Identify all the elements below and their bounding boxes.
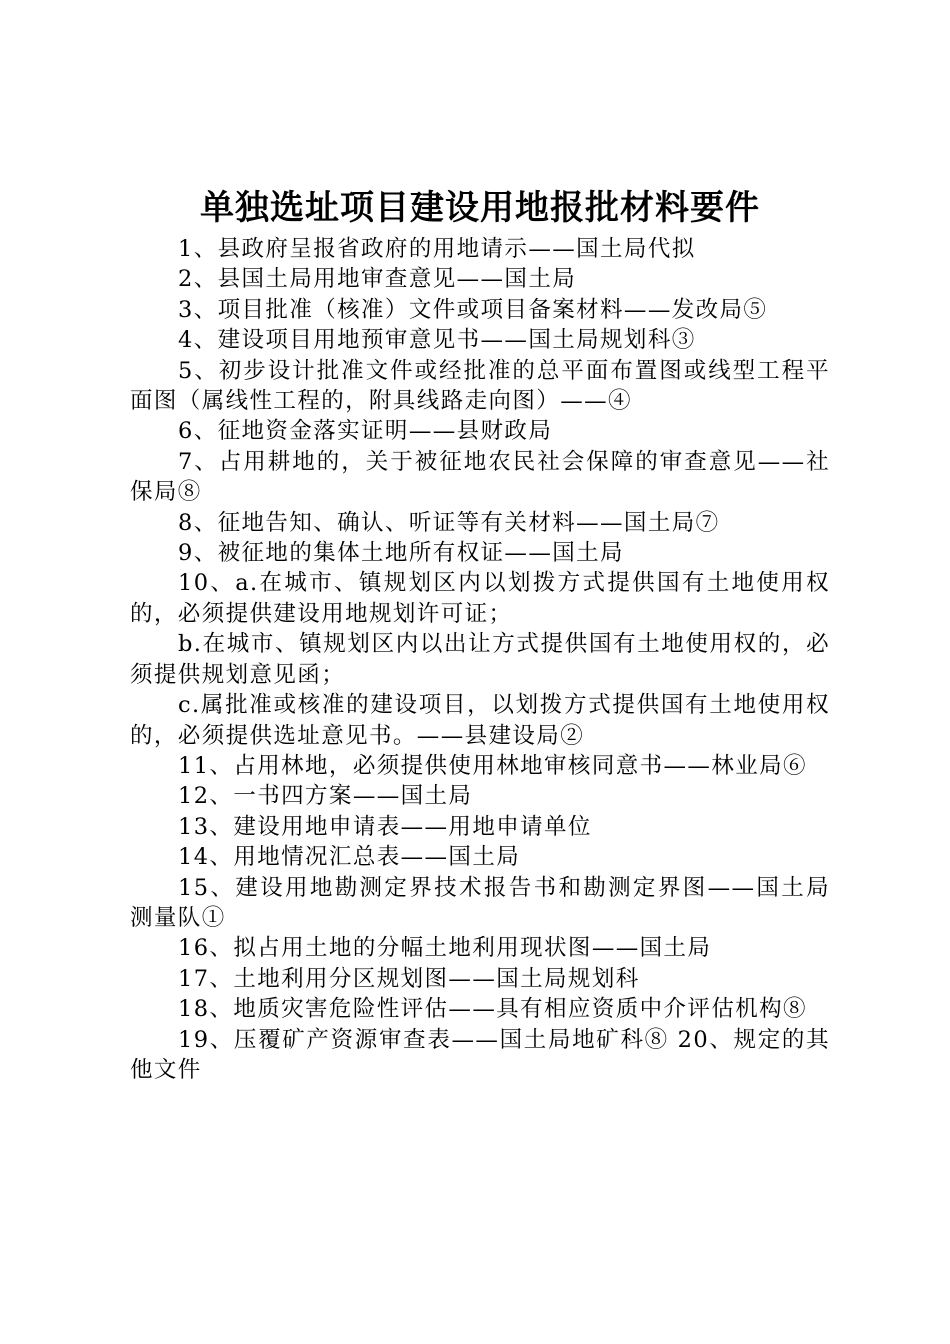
- document-body: [130, 234, 830, 1085]
- list-item: 18、地质灾害危险性评估——具有相应资质中介评估机构⑧: [178, 996, 807, 1023]
- list-item: 2、县国土局用地审查意见——国土局: [178, 266, 577, 293]
- list-item: 17、土地利用分区规划图——国土局规划科: [178, 965, 640, 992]
- list-item: c.属批准或核准的建设项目，以划拨方式提供国有土地使用权的，必须提供选址意见书。——县建设局②: [130, 692, 830, 749]
- list-item: 6、征地资金落实证明——县财政局: [178, 418, 553, 445]
- list-item: 3、项目批准（核准）文件或项目备案材料——发改局⑤: [178, 296, 768, 323]
- list-item: 1、县政府呈报省政府的用地请示——国土局代拟: [178, 236, 696, 262]
- list-item: 4、建设项目用地预审意见书——国土局规划科③: [178, 327, 696, 354]
- list-item: 8、征地告知、确认、听证等有关材料——国土局⑦: [178, 509, 720, 536]
- list-item: 10、a.在城市、镇规划区内以划拨方式提供国有土地使用权的，必须提供建设用地规划许可证；: [130, 570, 830, 627]
- list-item: 15、建设用地勘测定界技术报告书和勘测定界图——国土局测量队①: [130, 874, 830, 931]
- list-item: b.在城市、镇规划区内以出让方式提供国有土地使用权的，必须提供规划意见函；: [130, 631, 830, 688]
- list-item: 11、占用林地，必须提供使用林地审核同意书——林业局⑥: [178, 752, 807, 779]
- list-item: 7、占用耕地的，关于被征地农民社会保障的审查意见——社保局⑧: [130, 448, 830, 506]
- list-item: 16、拟占用土地的分幅土地利用现状图——国土局: [178, 935, 712, 962]
- list-item: 14、用地情况汇总表——国土局: [178, 844, 521, 871]
- list-item: 13、建设用地申请表——用地申请单位: [178, 813, 592, 840]
- list-item: 5、初步设计批准文件或经批准的总平面布置图或线型工程平面图（属线性工程的，附具线路走向图）——④: [130, 357, 830, 415]
- list-item: 19、压覆矿产资源审查表——国土局地矿科⑧ 20、规定的其他文件: [130, 1026, 830, 1083]
- page-title: 单独选址项目建设用地报批材料要件: [200, 188, 760, 228]
- list-item: 9、被征地的集体土地所有权证——国土局: [178, 540, 624, 567]
- list-item: 12、一书四方案——国土局: [178, 783, 473, 810]
